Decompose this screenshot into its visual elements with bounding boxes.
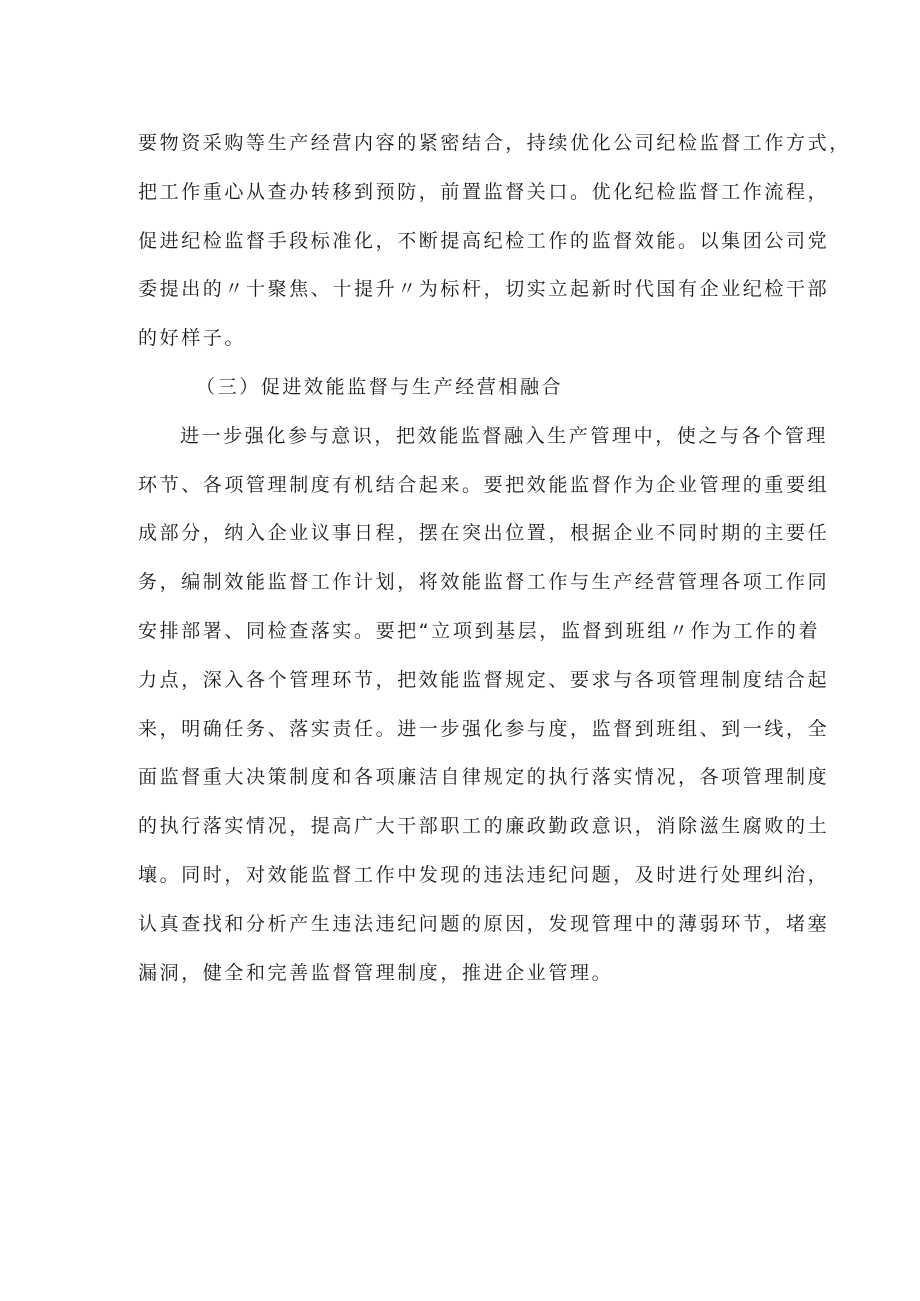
paragraph-line: 务，编制效能监督工作计划，将效能监督工作与生产经营管理各项工作同 bbox=[138, 571, 830, 594]
paragraph-line: 促进纪检监督手段标准化，不断提高纪检工作的监督效能。以集团公司党 bbox=[138, 229, 830, 252]
paragraph-line: 认真查找和分析产生违法违纪问题的原因，发现管理中的薄弱环节，堵塞 bbox=[138, 912, 830, 935]
paragraph-line: 壤。同时，对效能监督工作中发现的违法违纪问题，及时进行处理纠治， bbox=[138, 863, 830, 886]
paragraph-line: 的执行落实情况，提高广大干部职工的廉政勤政意识，消除滋生腐败的土 bbox=[138, 815, 830, 838]
paragraph-line: 要物资采购等生产经营内容的紧密结合，持续优化公司纪检监督工作方式， bbox=[138, 132, 851, 154]
paragraph-line: 漏洞，健全和完善监督管理制度，推进企业管理。 bbox=[138, 961, 614, 984]
paragraph-line: 力点，深入各个管理环节，把效能监督规定、要求与各项管理制度结合起 bbox=[138, 668, 830, 691]
paragraph-line: 进一步强化参与意识，把效能监督融入生产管理中，使之与各个管理 bbox=[180, 424, 829, 447]
section-heading: （三）促进效能监督与生产经营相融合 bbox=[196, 375, 564, 398]
paragraph-line: 安排部署、同检查落实。要把“立项到基层，监督到班组〃作为工作的着 bbox=[138, 619, 821, 642]
paragraph-line: 环节、各项管理制度有机结合起来。要把效能监督作为企业管理的重要组 bbox=[138, 473, 830, 496]
paragraph-line: 面监督重大决策制度和各项廉洁自律规定的执行落实情况，各项管理制度 bbox=[138, 766, 830, 789]
paragraph-line: 把工作重心从查办转移到预防，前置监督关口。优化纪检监督工作流程， bbox=[138, 180, 830, 203]
paragraph-line: 成部分，纳入企业议事日程，摆在突出位置，根据企业不同时期的主要任 bbox=[138, 522, 830, 545]
body-text bbox=[138, 119, 851, 997]
paragraph-line: 来，明确任务、落实责任。进一步强化参与度，监督到班组、到一线，全 bbox=[138, 717, 830, 740]
paragraph-line: 委提出的〃十聚焦、十提升〃为标杆，切实立起新时代国有企业纪检干部 bbox=[138, 278, 830, 301]
paragraph-line: 的好样子。 bbox=[138, 327, 247, 350]
